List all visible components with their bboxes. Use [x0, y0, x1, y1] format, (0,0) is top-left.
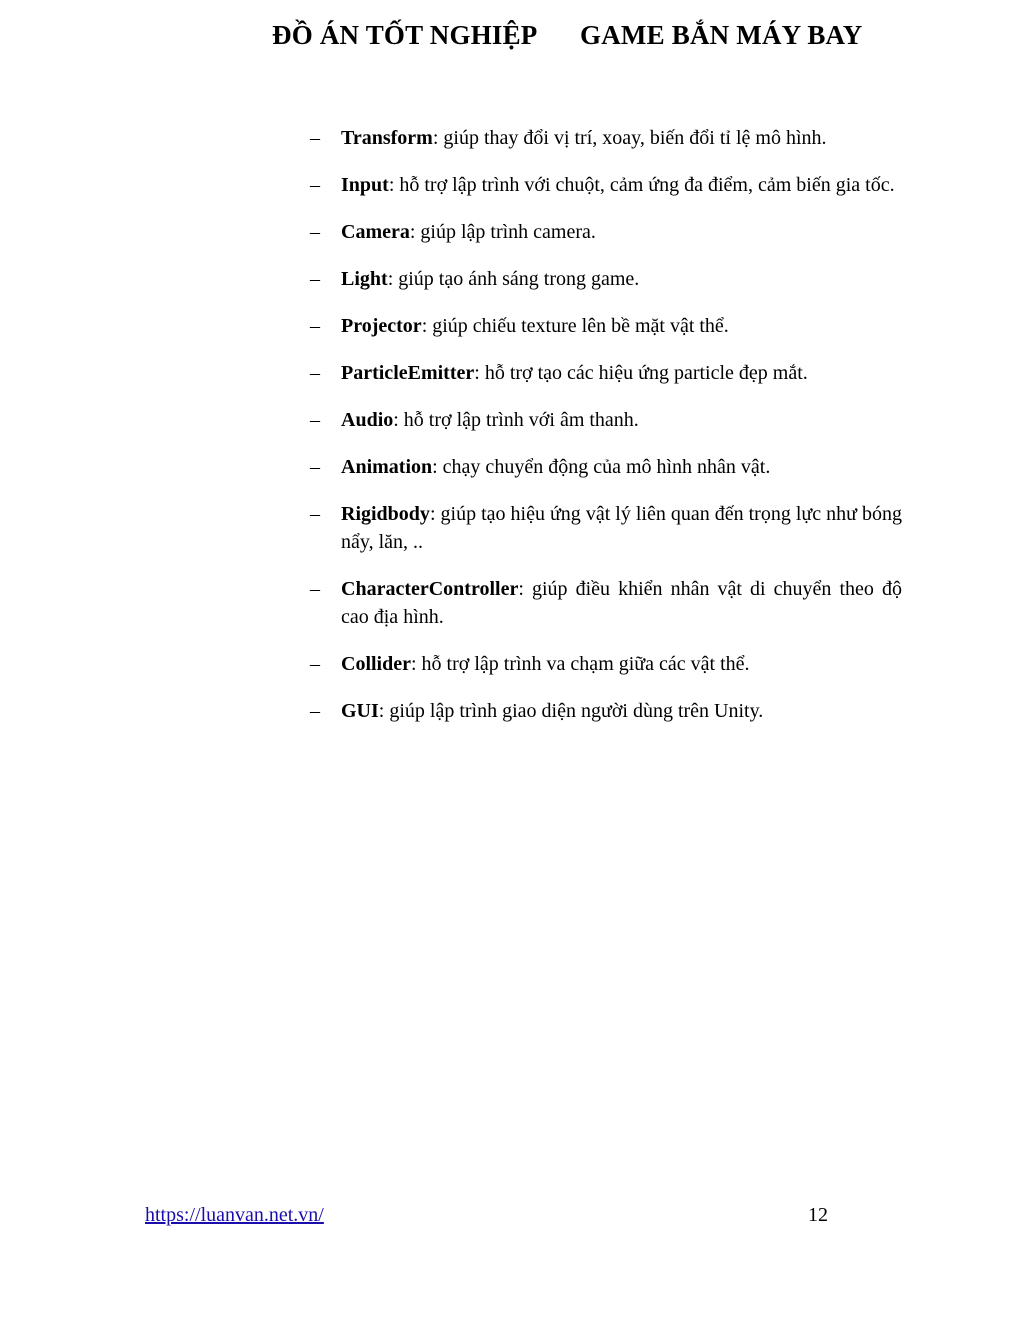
list-item-description: : chạy chuyển động của mô hình nhân vật.	[432, 456, 771, 478]
list-item	[310, 218, 902, 246]
page-number: 12	[808, 1204, 828, 1226]
unity-components-list	[310, 124, 902, 744]
dash-bullet: –	[310, 268, 320, 290]
list-item-description: : giúp thay đổi vị trí, xoay, biến đổi tỉ lệ mô hình.	[432, 127, 827, 149]
list-item	[310, 359, 902, 387]
list-item-description: : giúp lập trình giao diện người dùng trên Unity.	[378, 700, 764, 722]
footer-website-link[interactable]: https://luanvan.net.vn/	[145, 1204, 324, 1226]
list-item-description: : giúp tạo ánh sáng trong game.	[387, 268, 640, 290]
list-item	[310, 697, 902, 725]
list-item-term: ParticleEmitter	[341, 362, 475, 384]
list-item-description: : hỗ trợ lập trình với chuột, cảm ứng đa điểm, cảm biến gia tốc.	[388, 174, 895, 196]
list-item	[310, 171, 902, 199]
list-item-description: : giúp chiếu texture lên bề mặt vật thể.	[421, 315, 729, 337]
list-item-description: : giúp lập trình camera.	[409, 221, 596, 243]
dash-bullet: –	[310, 362, 320, 384]
list-item-description: : hỗ trợ lập trình với âm thanh.	[393, 409, 639, 431]
list-item-description: : hỗ trợ tạo các hiệu ứng particle đẹp mắt.	[474, 362, 808, 384]
list-item-term: GUI	[341, 700, 379, 722]
list-item-description: : hỗ trợ lập trình va chạm giữa các vật thể.	[411, 653, 750, 675]
list-item	[310, 124, 902, 152]
dash-bullet: –	[310, 578, 320, 600]
list-item-term: Input	[341, 174, 389, 196]
dash-bullet: –	[310, 503, 320, 525]
dash-bullet: –	[310, 127, 320, 149]
list-item	[310, 650, 902, 678]
dash-bullet: –	[310, 174, 320, 196]
dash-bullet: –	[310, 700, 320, 722]
dash-bullet: –	[310, 221, 320, 243]
dash-bullet: –	[310, 409, 320, 431]
list-item-description: : giúp điều khiển nhân vật di chuyển theo độ cao địa hình.	[341, 578, 902, 628]
list-item-term: Audio	[341, 409, 394, 431]
list-item-term: Projector	[341, 315, 422, 337]
list-item-term: Animation	[341, 456, 433, 478]
header-thesis-title: ĐỒ ÁN TỐT NGHIỆP	[272, 20, 538, 50]
list-item	[310, 265, 902, 293]
dash-bullet: –	[310, 653, 320, 675]
list-item	[310, 406, 902, 434]
list-item	[310, 312, 902, 340]
list-item-description: : giúp tạo hiệu ứng vật lý liên quan đến trọng lực như bóng nẩy, lăn, ..	[341, 503, 902, 553]
header-game-title: GAME BẮN MÁY BAY	[580, 20, 863, 50]
list-item-term: Collider	[341, 653, 411, 675]
list-item-term: Camera	[341, 221, 410, 243]
list-item-term: Rigidbody	[341, 503, 430, 525]
list-item-term: CharacterController	[341, 578, 519, 600]
list-item-term: Light	[341, 268, 388, 290]
list-item	[310, 500, 902, 556]
dash-bullet: –	[310, 456, 320, 478]
dash-bullet: –	[310, 315, 320, 337]
list-item-term: Transform	[341, 127, 433, 149]
page-header	[0, 18, 1024, 58]
list-item	[310, 575, 902, 631]
list-item	[310, 453, 902, 481]
